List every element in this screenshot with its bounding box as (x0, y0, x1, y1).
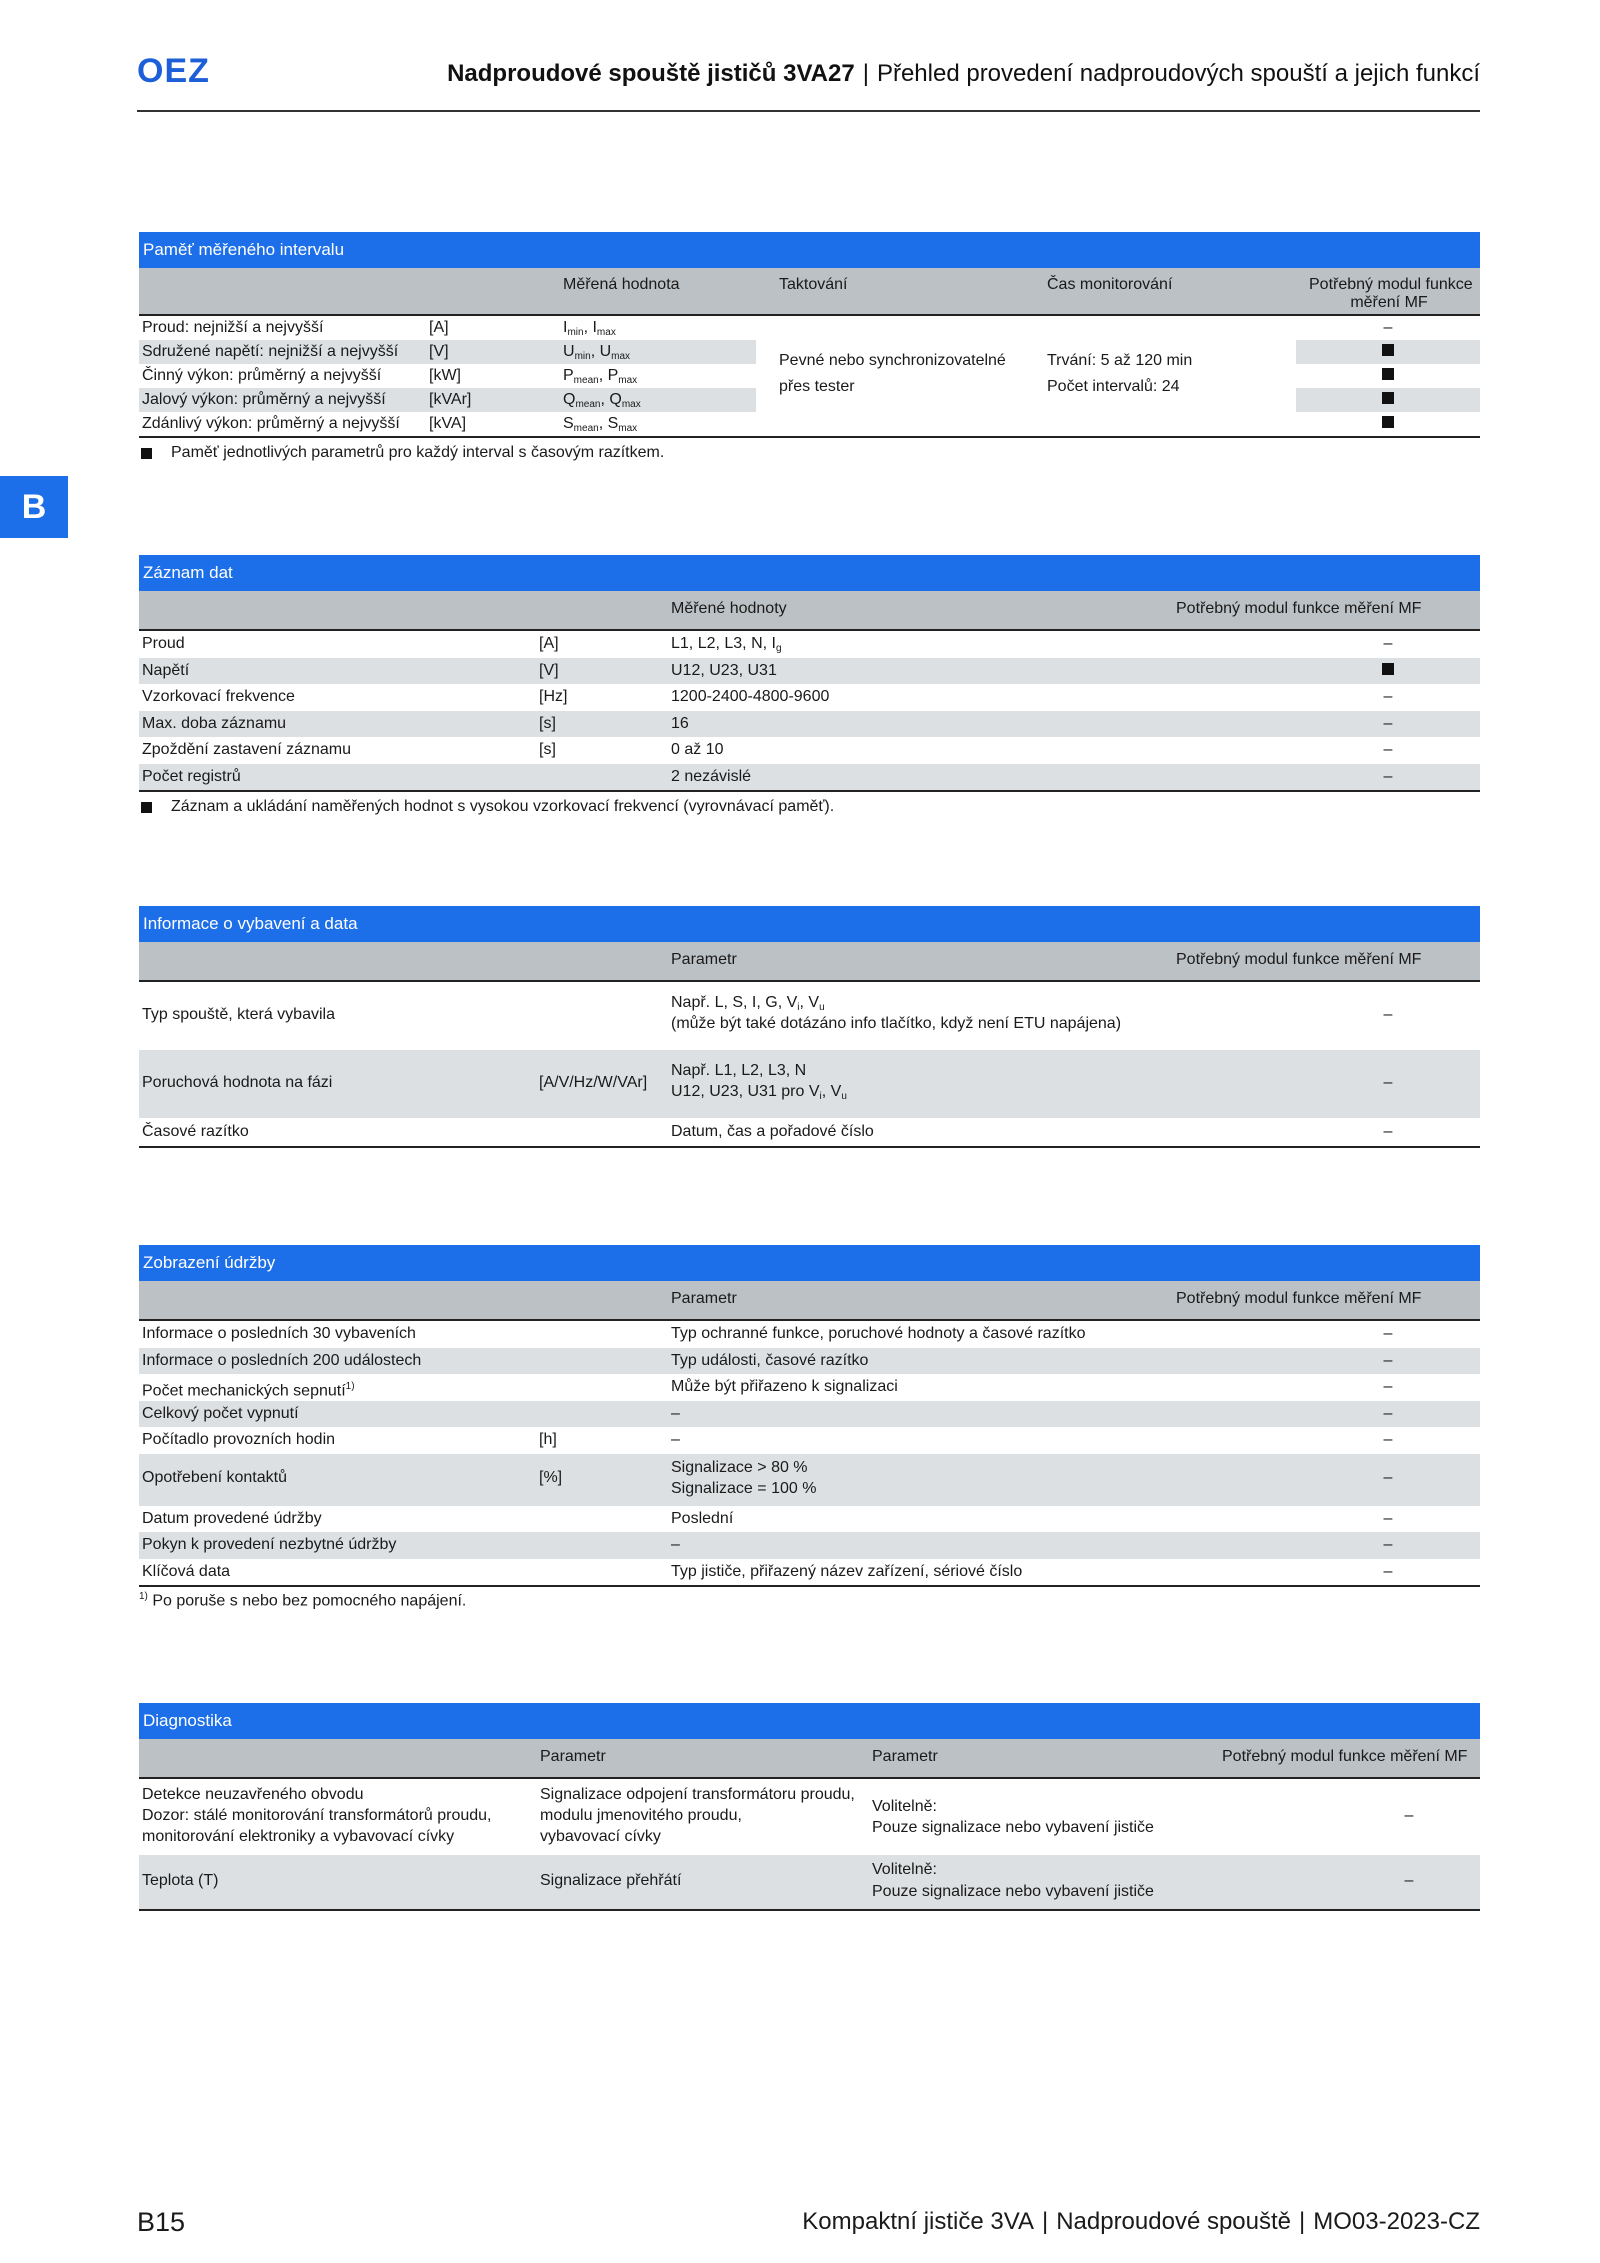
row-label: Počet registrů (142, 767, 241, 785)
section-trip-info (139, 906, 1480, 1148)
subscript: i (797, 1002, 800, 1013)
row-value: $Q_{mean}$, $Q_{max}$ (563, 391, 641, 410)
section-note (139, 798, 1480, 816)
subscript: max (596, 327, 616, 338)
subscript: mean (573, 423, 599, 434)
row-label: Max. doba záznamu (142, 714, 287, 732)
section-title: Paměť měřeného intervalu (139, 232, 1480, 268)
col-parameter-1: Parametr (540, 1748, 606, 1765)
row-mf: – (1383, 688, 1393, 705)
table-row (139, 1506, 1480, 1533)
row-option-1: Volitelně: (872, 1861, 937, 1878)
row-mf (1296, 367, 1480, 385)
interval-table-body (139, 316, 1480, 438)
table-row (139, 1855, 1480, 1911)
table-row (139, 1321, 1480, 1348)
row-value: 1200-2400-4800-9600 (671, 688, 830, 705)
row-value-1: Signalizace > 80 % (671, 1458, 808, 1476)
table-row (139, 1427, 1480, 1454)
subscript: g (775, 643, 782, 654)
row-label: Informace o posledních 200 událostech (142, 1351, 422, 1369)
footnote (139, 1591, 1480, 1610)
row-unit: [kVAr] (429, 391, 472, 408)
row-label: Typ spouště, která vybavila (142, 1006, 335, 1023)
row-mf: – (1383, 1378, 1393, 1395)
row-value-1 (671, 994, 825, 1013)
filled-square-icon (1382, 663, 1394, 675)
row-label: Datum provedené údržby (142, 1509, 322, 1527)
row-option-2: Pouze signalizace nebo vybavení jističe (872, 1883, 1154, 1900)
value-part: , V (799, 994, 820, 1011)
column-header (139, 1281, 1480, 1321)
table-row (139, 1454, 1480, 1506)
section-diagnostics (139, 1703, 1480, 1911)
column-header (139, 1739, 1480, 1779)
section-title: Diagnostika (139, 1703, 1480, 1739)
row-unit: [A/V/Hz/W/VAr] (539, 1074, 648, 1091)
row-value: Typ události, časové razítko (671, 1351, 869, 1369)
value-part: , V (821, 1083, 842, 1100)
col-mf: Potřebný modul funkce měření MF (1176, 951, 1422, 968)
row-label: Zdánlivý výkon: průměrný a nejvyšší (142, 415, 400, 432)
note-text: Paměť jednotlivých parametrů pro každý interval s časovým razítkem. (171, 444, 665, 461)
row-value: $U_{min}$, $U_{max}$ (563, 343, 631, 362)
row-label: Zpoždění zastavení záznamu (142, 741, 352, 758)
chapter-tab: B (0, 476, 68, 538)
row-mf (1296, 658, 1480, 685)
row-mf: – (1383, 319, 1393, 336)
row-value: 2 nezávislé (671, 767, 752, 785)
col-mf: Potřebný modul funkce měření MF (1222, 1748, 1468, 1765)
row-unit: [kW] (429, 367, 461, 384)
row-mf: – (1383, 1562, 1393, 1580)
row-label: Počítadlo provozních hodin (142, 1431, 336, 1448)
subscript: mean (573, 375, 599, 386)
section-title: Zobrazení údržby (139, 1245, 1480, 1281)
row-label: Jalový výkon: průměrný a nejvyšší (142, 391, 386, 408)
row-unit: [A] (539, 635, 559, 652)
row-unit: [V] (539, 661, 559, 679)
section-data-recording (139, 555, 1480, 816)
subscript: u (841, 1091, 847, 1102)
column-header (139, 942, 1480, 982)
row-label: Časové razítko (142, 1123, 249, 1140)
row-mf: – (1383, 714, 1393, 732)
subscript: u (819, 1002, 825, 1013)
row-value: – (671, 1431, 680, 1448)
footer-chapter: Nadproudové spouště (1056, 2208, 1292, 2235)
row-unit: [%] (539, 1468, 563, 1486)
page-header-title: Nadproudové spouště jističů 3VA27 | Přehled provedení nadproudových spouští a jejich funkcí (447, 60, 1480, 87)
subscript: mean (575, 399, 601, 410)
maintenance-rows-b (139, 1506, 1480, 1588)
row-unit: [V] (429, 343, 449, 360)
row-param-1: Signalizace přehřátí (540, 1872, 682, 1889)
table-row (139, 711, 1480, 738)
col-parameter: Parametr (671, 951, 737, 968)
row-value-1: Např. L1, L2, L3, N (671, 1062, 807, 1079)
col-parameter-2: Parametr (872, 1748, 938, 1765)
header-divider (137, 110, 1480, 112)
row-mf: – (1383, 1536, 1393, 1553)
row-mf (1296, 343, 1480, 361)
table-row (139, 1374, 1480, 1401)
row-value: – (671, 1404, 680, 1422)
section-title: Záznam dat (139, 555, 1480, 591)
table-row (139, 1401, 1480, 1428)
row-value: 0 až 10 (671, 741, 724, 758)
row-label: Sdružené napětí: nejnižší a nejvyšší (142, 343, 399, 360)
row-param-2: modulu jmenovitého proudu, (540, 1807, 742, 1824)
col-mf: Potřebný modul funkce měření MF (1176, 600, 1422, 617)
row-label: Činný výkon: průměrný a nejvyšší (142, 367, 382, 384)
subscript: min (567, 327, 584, 338)
row-label-1: Teplota (T) (142, 1872, 219, 1889)
row-unit: [Hz] (539, 688, 568, 705)
row-value-2: (může být také dotázáno info tlačítko, když není ETU napájena) (671, 1015, 1122, 1032)
row-mf: – (1383, 1468, 1393, 1486)
row-label-3: monitorování elektroniky a vybavovací cívky (142, 1828, 455, 1845)
row-value: Datum, čas a pořadové číslo (671, 1123, 874, 1140)
footnote-marker: 1) (345, 1381, 355, 1392)
row-unit: [s] (539, 714, 556, 732)
row-label: Vzorkovací frekvence (142, 688, 295, 705)
row-value: $I_{min}$, $I_{max}$ (563, 319, 616, 338)
row-mf: – (1383, 767, 1393, 785)
footer-product: Kompaktní jističe 3VA (802, 2208, 1034, 2235)
row-mf: – (1383, 1431, 1393, 1448)
row-label: Informace o posledních 30 vybaveních (142, 1325, 416, 1342)
footer-doc-code: MO03-2023-CZ (1313, 2208, 1480, 2235)
maintenance-rows-a (139, 1321, 1480, 1454)
bullet-square (141, 802, 152, 813)
filled-square-icon (1382, 392, 1394, 404)
monitoring-line-1: Trvání: 5 až 120 min (1047, 352, 1193, 369)
subscript: max (621, 399, 641, 410)
row-label-2: Dozor: stálé monitorování transformátorů proudu, (142, 1807, 492, 1824)
clocking-line-2: přes tester (779, 378, 855, 395)
subscript: max (618, 375, 638, 386)
bullet-square (141, 448, 152, 459)
row-value: Může být přiřazeno k signalizaci (671, 1378, 898, 1395)
row-label: Proud: nejnižší a nejvyšší (142, 319, 324, 336)
subscript: i (819, 1091, 822, 1102)
section-interval-memory (139, 232, 1480, 462)
row-mf: – (1383, 1509, 1393, 1527)
table-row (139, 1559, 1480, 1586)
row-label: Napětí (142, 661, 190, 679)
row-label: Poruchová hodnota na fázi (142, 1074, 333, 1091)
table-row (139, 658, 1480, 685)
row-mf: – (1383, 741, 1393, 758)
section-maintenance (139, 1245, 1480, 1610)
monitoring-line-2: Počet intervalů: 24 (1047, 378, 1180, 395)
subscript: min (574, 351, 591, 362)
table-row (139, 1779, 1480, 1855)
row-mf: – (1383, 1006, 1393, 1023)
table-row (139, 631, 1480, 658)
row-unit: [s] (539, 741, 556, 758)
clocking-line-1: Pevné nebo synchronizovatelné (779, 352, 1006, 369)
row-value: – (671, 1536, 680, 1553)
oez-logo: OEZ (137, 52, 210, 90)
col-parameter: Parametr (671, 1290, 737, 1307)
row-value: Typ jističe, přiřazený název zařízení, sériové číslo (671, 1562, 1023, 1580)
row-label: Opotřebení kontaktů (142, 1468, 287, 1486)
row-value-2 (671, 1083, 847, 1102)
row-label: Klíčová data (142, 1562, 231, 1580)
row-value: L1, L2, L3, N, $I_g$ (671, 635, 782, 654)
row-label: Počet mechanických sepnutí$^{1)}$ (142, 1381, 355, 1400)
row-unit: [kVA] (429, 415, 467, 432)
value-part: U12, U23, U31 pro V (671, 1083, 820, 1100)
row-mf (1296, 391, 1480, 409)
filled-square-icon (1382, 416, 1394, 428)
section-title: Informace o vybavení a data (139, 906, 1480, 942)
recording-table-body (139, 631, 1480, 792)
filled-square-icon (1382, 344, 1394, 356)
row-value: Typ ochranné funkce, poruchové hodnoty a časové razítko (671, 1325, 1086, 1342)
col-mf-2: měření MF (1350, 294, 1428, 311)
col-mf-1: Potřebný modul funkce (1309, 276, 1473, 293)
subscript: max (611, 351, 631, 362)
row-value: 16 (671, 714, 689, 732)
page-number: B15 (137, 2207, 186, 2237)
row-option-1: Volitelně: (872, 1798, 937, 1815)
table-row (139, 1532, 1480, 1559)
row-value-2: Signalizace = 100 % (671, 1479, 817, 1497)
row-value: $P_{mean}$, $P_{max}$ (563, 367, 638, 386)
footnote-text: Po poruše s nebo bez pomocného napájení. (152, 1592, 467, 1610)
filled-square-icon (1382, 368, 1394, 380)
column-header (139, 591, 1480, 631)
row-option-2: Pouze signalizace nebo vybavení jističe (872, 1819, 1154, 1836)
col-mf: Potřebný modul funkce měření MF (1176, 1290, 1422, 1307)
row-mf: – (1404, 1872, 1414, 1889)
table-row (139, 764, 1480, 791)
row-label: Proud (142, 635, 185, 652)
table-row (139, 982, 1480, 1050)
column-header (139, 268, 1480, 316)
header-title-bold: Nadproudové spouště jističů 3VA27 (447, 60, 855, 87)
col-measured: Měřené hodnoty (671, 600, 787, 617)
row-param-1: Signalizace odpojení transformátoru proudu, (540, 1786, 855, 1803)
footnote-marker: 1) (139, 1591, 148, 1602)
header-title-rest: Přehled provedení nadproudových spouští a jejich funkcí (876, 60, 1480, 87)
row-unit: [h] (539, 1431, 557, 1448)
row-mf: – (1404, 1807, 1414, 1824)
row-unit: [A] (429, 319, 449, 336)
row-label: Celkový počet vypnutí (142, 1404, 299, 1422)
row-value: Poslední (671, 1509, 734, 1527)
value-part: Např. L, S, I, G, V (671, 994, 798, 1011)
col-measured: Měřená hodnota (563, 276, 680, 293)
row-mf: – (1383, 1325, 1393, 1342)
section-note (139, 444, 1480, 462)
table-row (139, 737, 1480, 764)
row-value: $S_{mean}$, $S_{max}$ (563, 415, 638, 434)
row-label: Pokyn k provedení nezbytné údržby (142, 1536, 397, 1553)
row-mf: – (1383, 635, 1393, 652)
row-mf (1296, 415, 1480, 433)
row-mf: – (1383, 1351, 1393, 1369)
col-monitoring: Čas monitorování (1047, 276, 1173, 293)
table-row (139, 684, 1480, 711)
col-clocking: Taktování (779, 276, 848, 293)
row-mf: – (1383, 1404, 1393, 1422)
table-row (139, 1118, 1480, 1148)
row-param-3: vybavovací cívky (540, 1828, 661, 1845)
row-label-1: Detekce neuzavřeného obvodu (142, 1786, 364, 1803)
table-row (139, 1050, 1480, 1118)
row-value: U12, U23, U31 (671, 661, 777, 679)
subscript: max (618, 423, 638, 434)
row-mf: – (1383, 1123, 1393, 1140)
row-mf: – (1383, 1074, 1393, 1091)
footer-info: Kompaktní jističe 3VA | Nadproudové spouště | MO03-2023-CZ (802, 2208, 1480, 2235)
table-row (139, 1348, 1480, 1375)
note-text: Záznam a ukládání naměřených hodnot s vysokou vzorkovací frekvencí (vyrovnávací paměť). (171, 798, 835, 815)
